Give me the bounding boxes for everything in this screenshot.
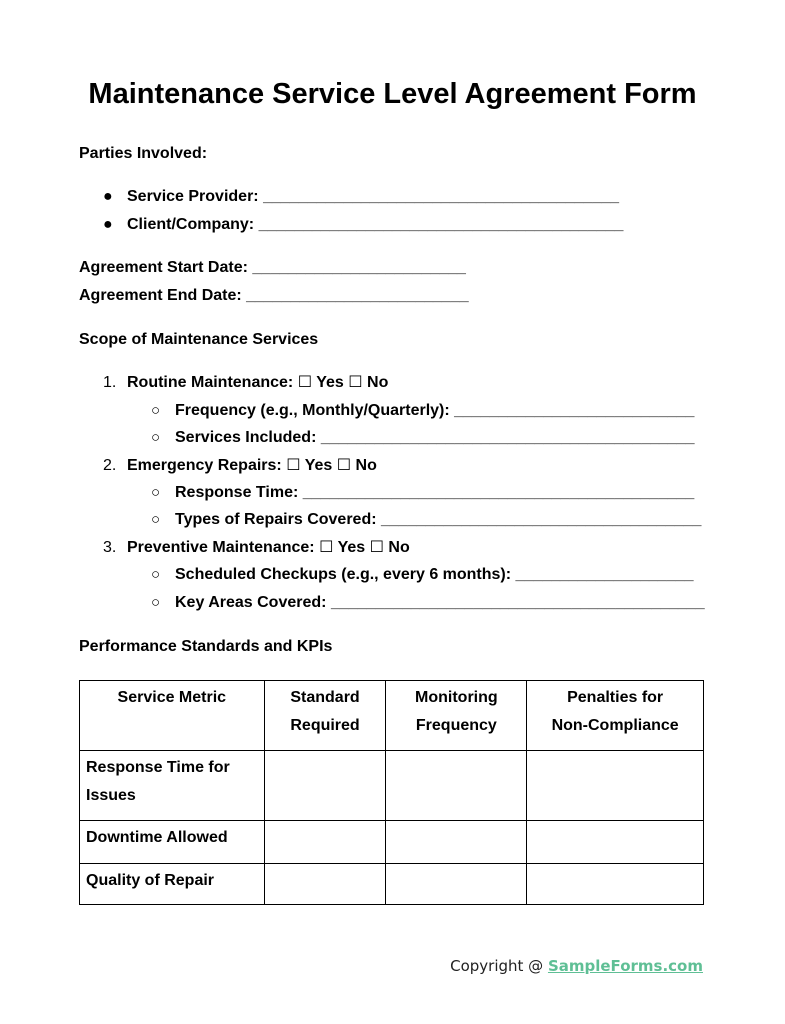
services-included-blank[interactable]: __________________________________________ — [320, 429, 695, 446]
table-row — [80, 751, 704, 821]
standard-cell[interactable] — [264, 751, 386, 821]
services-included-label: Services Included: — [175, 429, 317, 446]
frequency-label: Frequency (e.g., Monthly/Quarterly): — [175, 402, 450, 419]
key-areas-field[interactable] — [175, 593, 705, 613]
penalties-cell[interactable] — [527, 821, 704, 864]
emergency-yes-checkbox[interactable] — [286, 457, 332, 474]
emergency-repairs-label: Emergency Repairs: — [127, 457, 282, 474]
kpi-table — [79, 680, 704, 905]
repairs-covered-field[interactable] — [175, 510, 701, 530]
service-provider-label: Service Provider: — [127, 188, 259, 205]
scheduled-checkups-label: Scheduled Checkups (e.g., every 6 months): — [175, 566, 512, 583]
preventive-maintenance-item — [127, 538, 410, 558]
routine-yes-checkbox[interactable] — [298, 374, 344, 391]
client-company-field[interactable] — [127, 215, 623, 235]
performance-heading: Performance Standards and KPIs — [79, 638, 333, 655]
scope-heading: Scope of Maintenance Services — [79, 331, 319, 348]
response-time-blank[interactable]: ____________________________________________ — [302, 484, 695, 501]
frequency-cell[interactable] — [386, 821, 527, 864]
frequency-field[interactable] — [175, 401, 694, 421]
header-monitoring-frequency: Monitoring Frequency — [386, 681, 527, 751]
no-label: No — [355, 457, 377, 474]
penalties-cell[interactable] — [527, 864, 704, 905]
end-date-label: Agreement End Date: — [79, 287, 242, 304]
scheduled-checkups-field[interactable] — [175, 565, 694, 585]
checkbox-icon: ☐ — [286, 457, 301, 474]
start-date-blank[interactable]: ________________________ — [252, 259, 466, 276]
parties-heading: Parties Involved: — [79, 145, 208, 162]
table-row — [80, 821, 704, 864]
bullet-icon: ● — [103, 188, 113, 205]
document-title: Maintenance Service Level Agreement Form — [88, 78, 697, 110]
response-time-field[interactable] — [175, 483, 694, 503]
services-included-field[interactable] — [175, 428, 695, 448]
frequency-cell[interactable] — [386, 751, 527, 821]
repairs-covered-label: Types of Repairs Covered: — [175, 511, 377, 528]
list-number: 2. — [103, 457, 117, 474]
frequency-blank[interactable]: ___________________________ — [454, 402, 695, 419]
start-date-field[interactable] — [79, 258, 466, 278]
penalties-cell[interactable] — [527, 751, 704, 821]
copyright-footer — [450, 957, 703, 975]
bullet-icon: ● — [103, 216, 113, 233]
circle-bullet-icon: ○ — [151, 484, 161, 501]
table-row — [80, 864, 704, 905]
service-provider-field[interactable] — [127, 187, 619, 207]
no-label: No — [367, 374, 389, 391]
emergency-repairs-item — [127, 456, 377, 476]
checkbox-icon: ☐ — [297, 374, 313, 391]
circle-bullet-icon: ○ — [151, 594, 161, 611]
preventive-no-checkbox[interactable] — [370, 539, 410, 556]
standard-cell[interactable] — [264, 821, 386, 864]
preventive-yes-checkbox[interactable] — [319, 539, 365, 556]
sampleforms-link[interactable]: SampleForms.com — [547, 957, 703, 975]
client-company-blank[interactable]: _________________________________________ — [258, 216, 624, 233]
routine-no-checkbox[interactable] — [348, 374, 388, 391]
circle-bullet-icon: ○ — [151, 566, 161, 583]
start-date-label: Agreement Start Date: — [79, 259, 248, 276]
table-header-row — [80, 681, 704, 751]
end-date-field[interactable] — [79, 286, 469, 306]
circle-bullet-icon: ○ — [151, 511, 161, 528]
list-number: 3. — [103, 539, 117, 556]
header-penalties: Penalties for Non-Compliance — [527, 681, 704, 751]
key-areas-label: Key Areas Covered: — [175, 594, 327, 611]
end-date-blank[interactable]: _________________________ — [246, 287, 469, 304]
copyright-text: Copyright @ — [450, 957, 548, 975]
yes-label: Yes — [316, 374, 344, 391]
response-time-label: Response Time: — [175, 484, 299, 501]
header-standard-required: Standard Required — [264, 681, 386, 751]
no-label: No — [388, 539, 410, 556]
repairs-covered-blank[interactable]: ____________________________________ — [381, 511, 702, 528]
client-company-label: Client/Company: — [127, 216, 255, 233]
routine-maintenance-item — [127, 373, 388, 393]
circle-bullet-icon: ○ — [151, 429, 161, 446]
routine-maintenance-label: Routine Maintenance: — [127, 374, 294, 391]
yes-label: Yes — [337, 539, 366, 556]
emergency-no-checkbox[interactable] — [337, 457, 377, 474]
standard-cell[interactable] — [264, 864, 386, 905]
circle-bullet-icon: ○ — [151, 402, 161, 419]
checkbox-icon: ☐ — [336, 457, 352, 474]
service-provider-blank[interactable]: ________________________________________ — [263, 188, 620, 205]
metric-cell: Downtime Allowed — [80, 821, 265, 864]
list-number: 1. — [103, 374, 117, 391]
key-areas-blank[interactable]: __________________________________________ — [330, 594, 705, 611]
header-service-metric: Service Metric — [80, 681, 265, 751]
frequency-cell[interactable] — [386, 864, 527, 905]
preventive-maintenance-label: Preventive Maintenance: — [127, 539, 315, 556]
metric-cell: Response Time for Issues — [80, 751, 265, 821]
yes-label: Yes — [304, 457, 333, 474]
checkbox-icon: ☐ — [319, 539, 334, 556]
checkbox-icon: ☐ — [369, 539, 384, 556]
scheduled-checkups-blank[interactable]: ____________________ — [515, 566, 694, 583]
metric-cell: Quality of Repair — [80, 864, 265, 905]
checkbox-icon: ☐ — [348, 374, 363, 391]
